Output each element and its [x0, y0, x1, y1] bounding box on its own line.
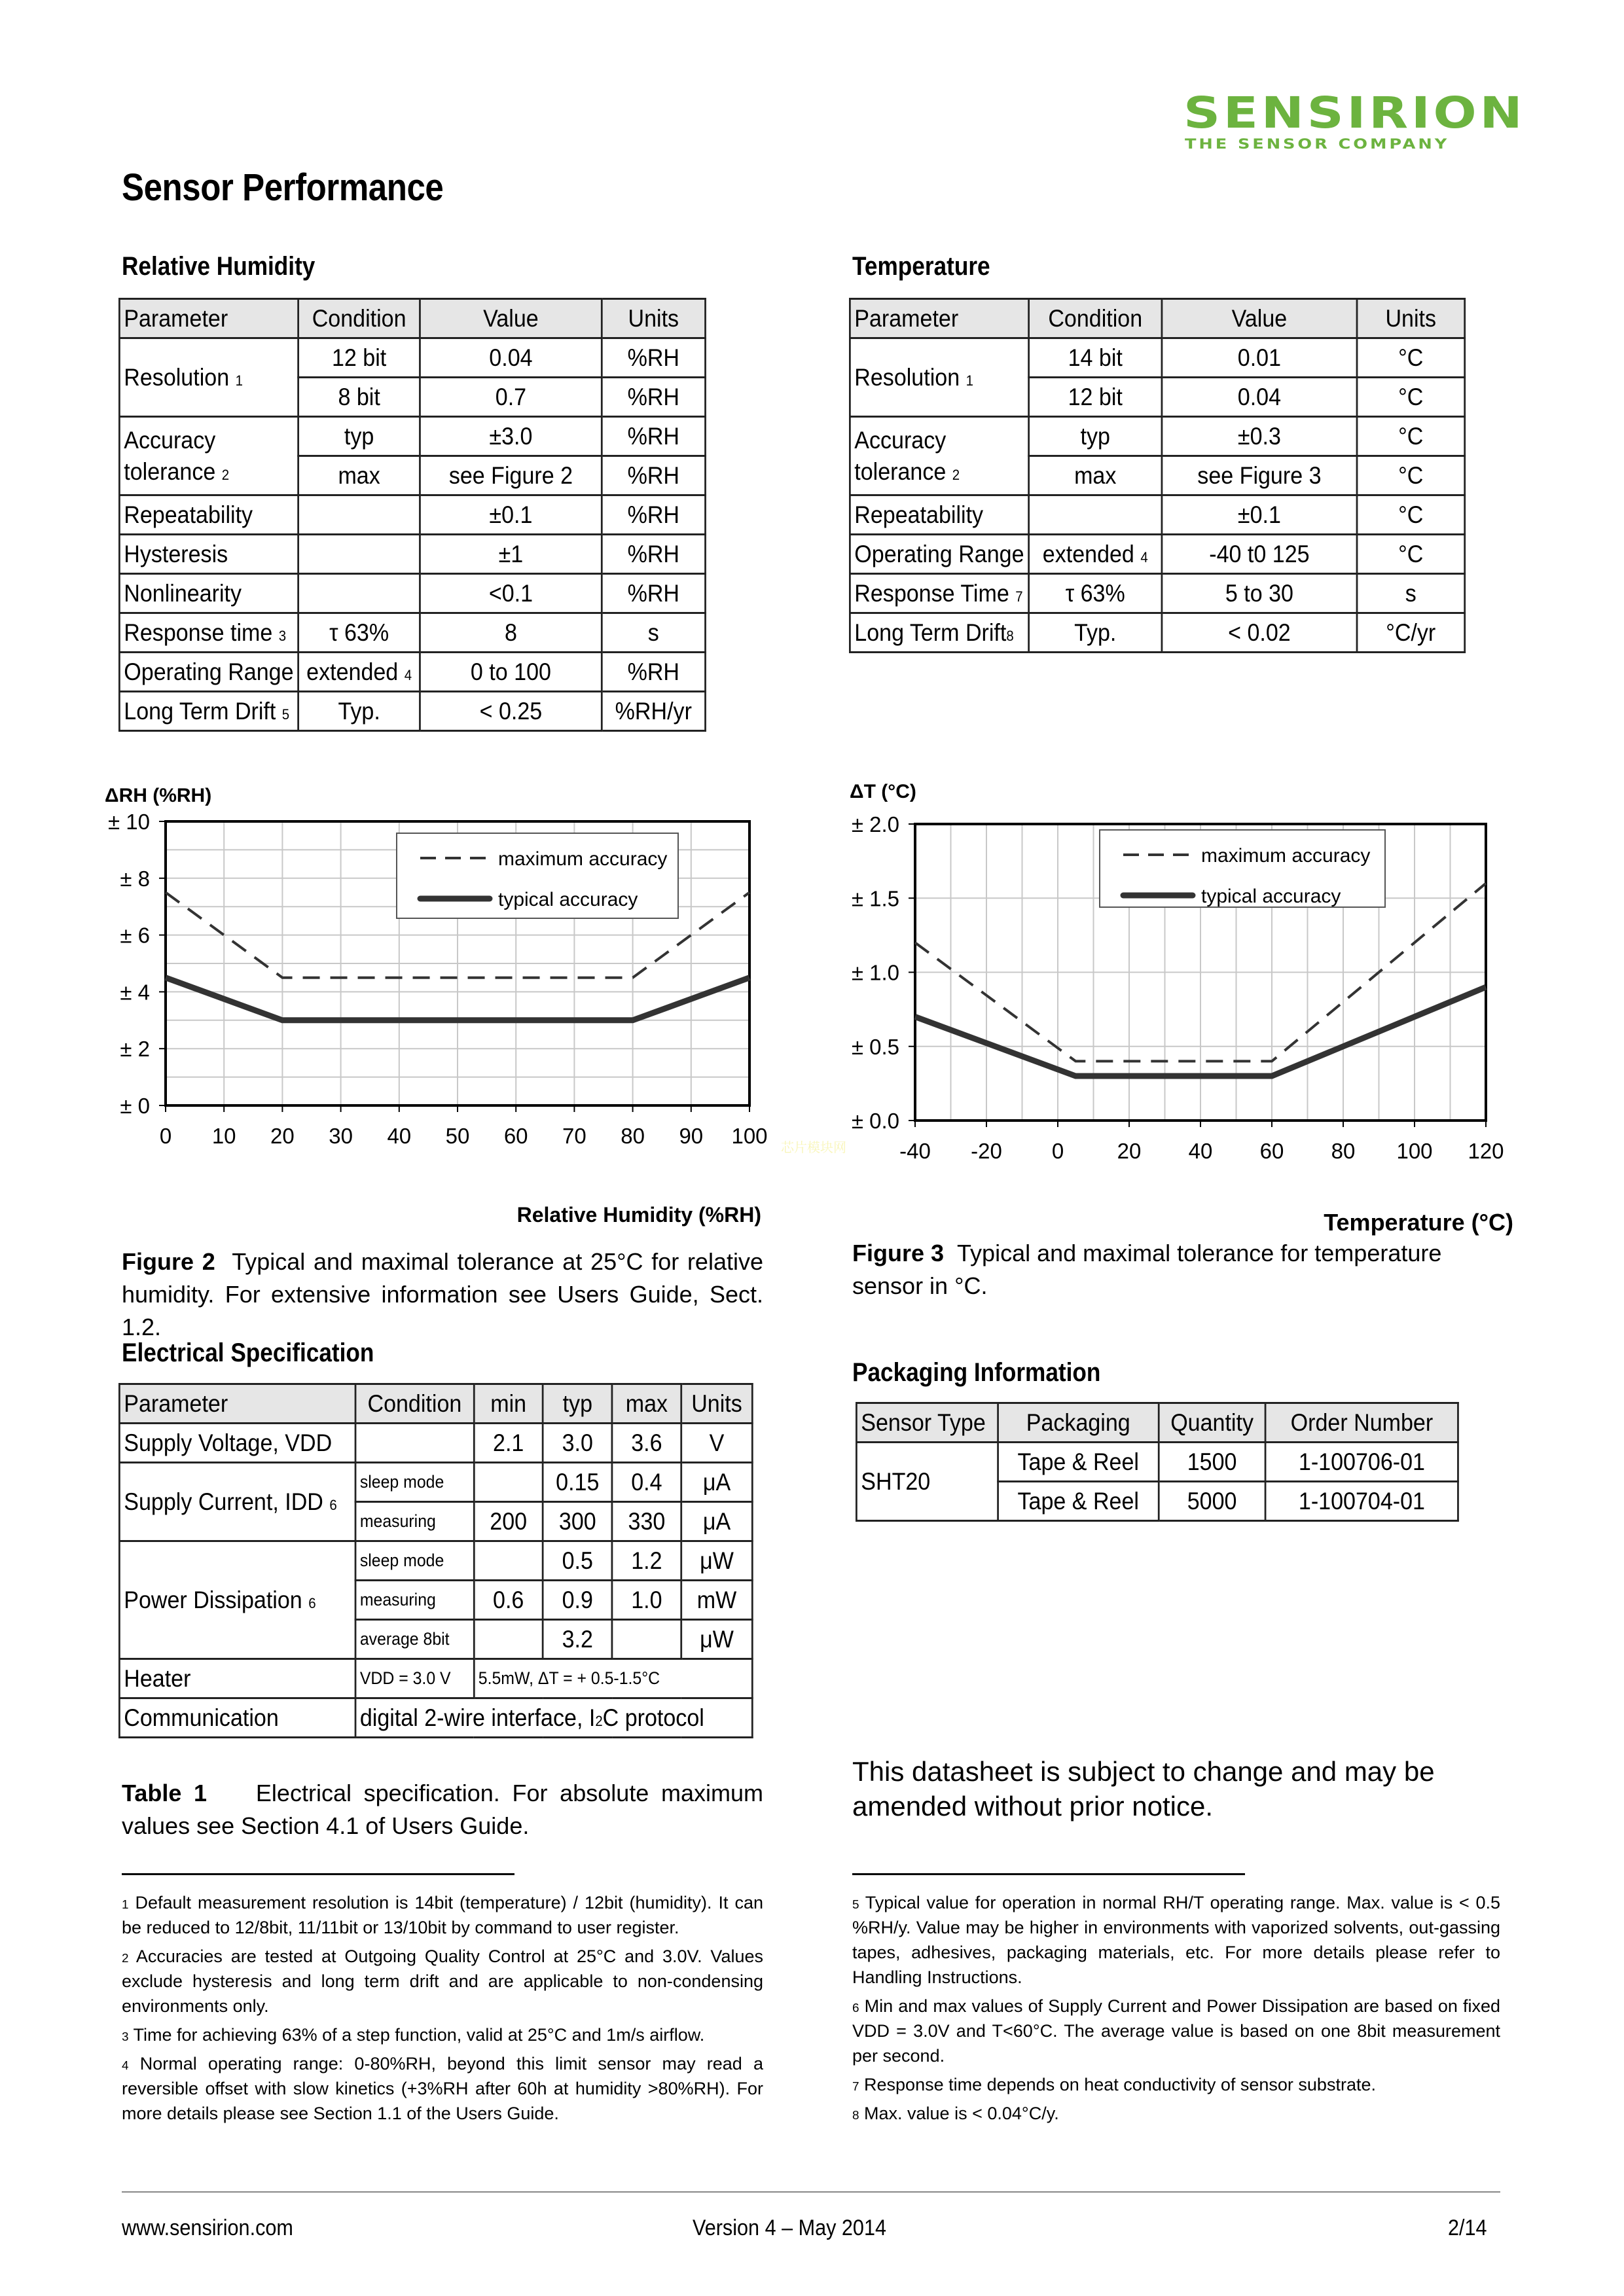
table1-caption: Table 1 Electrical specification. For absolute maximum values see Section 4.1 of Users Guide. — [122, 1780, 763, 1839]
value-cell: ±0.3 — [1162, 417, 1357, 456]
table-row — [850, 535, 1464, 574]
unit-cell: %RH — [602, 535, 705, 574]
header-cell: Parameter — [119, 299, 298, 338]
value-cell: < 0.02 — [1162, 613, 1357, 653]
x-tick-label: 60 — [1259, 1139, 1284, 1163]
footnote-ref: 3 — [278, 628, 287, 644]
table-row — [119, 338, 705, 378]
value-cell: 0.7 — [420, 378, 602, 417]
x-tick-label: 0 — [1051, 1139, 1064, 1163]
value-cell: 5 to 30 — [1162, 574, 1357, 613]
param-cell: Repeatability — [850, 495, 1028, 535]
footnote-divider — [852, 1873, 1245, 1875]
footnote — [852, 1890, 1500, 1990]
unit-cell: %RH — [602, 495, 705, 535]
unit-cell: μW — [681, 1541, 753, 1581]
condition-cell: typ — [1028, 417, 1162, 456]
param-cell: Operating Range — [850, 535, 1028, 574]
value-cell: 0 to 100 — [420, 653, 602, 692]
value-cell: 0.04 — [1162, 378, 1357, 417]
value-cell: 0.04 — [420, 338, 602, 378]
footer-divider — [122, 2191, 1500, 2193]
min-cell: 2.1 — [474, 1424, 543, 1463]
param-cell: Operating Range — [119, 653, 298, 692]
header-cell: Value — [1162, 299, 1357, 338]
footnote — [122, 1944, 763, 2018]
x-tick-label: 10 — [211, 1124, 236, 1148]
min-cell — [474, 1463, 543, 1502]
footnote — [122, 2022, 763, 2047]
table-header-row — [856, 1403, 1458, 1443]
footnote-text: Max. value is < 0.04°C/y. — [859, 2104, 1059, 2123]
typ-cell: 300 — [543, 1502, 612, 1541]
max-cell — [612, 1620, 681, 1659]
sensirion-tagline: THE SENSOR COMPANY — [1185, 136, 1450, 152]
y-tick-label: ± 0.0 — [851, 1109, 899, 1133]
packaging-cell: Tape & Reel — [998, 1443, 1159, 1482]
figure3-caption: Figure 3 Typical and maximal tolerance for temperature sensor in °C. — [852, 1240, 1442, 1299]
x-tick-label: -20 — [971, 1139, 1002, 1163]
header-cell: Units — [1357, 299, 1465, 338]
unit-cell: °C — [1357, 338, 1465, 378]
table-row — [119, 613, 705, 653]
condition-cell: 12 bit — [298, 338, 420, 378]
y-tick-label: ± 1.0 — [851, 960, 899, 985]
condition-cell: τ 63% — [298, 613, 420, 653]
change-notice: This datasheet is subject to change and may be amended without prior notice. — [852, 1756, 1435, 1821]
table-row — [119, 1541, 752, 1581]
footnote — [122, 1890, 763, 1940]
y-tick-label: ± 1.5 — [851, 886, 899, 911]
footnote-ref: 4 — [404, 667, 412, 683]
table-row — [850, 574, 1464, 613]
header-cell: Value — [420, 299, 602, 338]
table-row — [119, 653, 705, 692]
value-cell: ±1 — [420, 535, 602, 574]
condition-cell: sleep mode — [355, 1541, 474, 1581]
x-tick-label: 70 — [562, 1124, 586, 1148]
y-axis-label: ΔT (°C) — [850, 781, 916, 802]
condition-cell — [1028, 495, 1162, 535]
footnote-text: Min and max values of Supply Current and Power Dissipation are based on fixed VDD = 3.0V and T<60°C. The average value is based on one 8bit measurement per second. — [852, 1996, 1500, 2066]
sensirion-logo: SENSIRION — [1183, 88, 1526, 138]
table-row — [119, 574, 705, 613]
x-tick-label: 90 — [679, 1124, 704, 1148]
footnote-number: 2 — [122, 1952, 129, 1965]
condition-cell — [298, 574, 420, 613]
max-cell: 330 — [612, 1502, 681, 1541]
header-cell: Units — [681, 1384, 753, 1424]
min-cell: 0.6 — [474, 1581, 543, 1620]
header-cell: Sensor Type — [856, 1403, 998, 1443]
value-cell: ±0.1 — [420, 495, 602, 535]
unit-cell: %RH — [602, 338, 705, 378]
x-axis-label: Relative Humidity (%RH) — [516, 1203, 761, 1227]
footnotes-left — [122, 1890, 763, 2130]
x-tick-label: 100 — [1396, 1139, 1433, 1163]
typ-cell: 0.5 — [543, 1541, 612, 1581]
typ-cell: 3.2 — [543, 1620, 612, 1659]
condition-cell: 14 bit — [1028, 338, 1162, 378]
value-cell: ±3.0 — [420, 417, 602, 456]
footnote — [122, 2051, 763, 2126]
watermark: 芯片模块网 — [781, 1141, 846, 1155]
x-tick-label: 20 — [1117, 1139, 1142, 1163]
min-cell — [474, 1620, 543, 1659]
table-row — [119, 495, 705, 535]
value-cell: 5.5mW, ΔT = + 0.5-1.5°C — [474, 1659, 752, 1698]
condition-cell: extended $^4$ — [298, 653, 420, 692]
header-cell: Parameter — [850, 299, 1028, 338]
param-cell: Hysteresis — [119, 535, 298, 574]
typ-cell: 0.15 — [543, 1463, 612, 1502]
y-tick-label: ± 2 — [120, 1037, 150, 1062]
unit-cell: mW — [681, 1581, 753, 1620]
header-cell: Parameter — [119, 1384, 355, 1424]
footnote — [852, 1994, 1500, 2068]
table-row — [119, 1463, 752, 1502]
table-row — [119, 1659, 752, 1698]
table-row — [850, 495, 1464, 535]
footnote — [852, 2101, 1500, 2126]
condition-cell: typ — [298, 417, 420, 456]
packaging-table — [856, 1402, 1459, 1522]
unit-cell: μW — [681, 1620, 753, 1659]
footnote-number: 4 — [122, 2059, 129, 2073]
footnote-ref: 7 — [1015, 588, 1023, 605]
footnote-ref: 1 — [235, 372, 243, 389]
footnote-text: Time for achieving 63% of a step function, valid at 25°C and 1m/s airflow. — [128, 2025, 705, 2045]
packaging-cell: Tape & Reel — [998, 1482, 1159, 1521]
condition-cell: measuring — [355, 1581, 474, 1620]
x-tick-label: 30 — [329, 1124, 353, 1148]
x-tick-label: 0 — [159, 1124, 172, 1148]
param-cell: Accuracy tolerance $^2$ — [850, 417, 1028, 495]
footnote-divider — [122, 1873, 514, 1875]
footnote-ref: 5 — [281, 706, 290, 723]
header-cell: typ — [543, 1384, 612, 1424]
condition-cell: extended $^4$ — [1028, 535, 1162, 574]
max-cell: 1.0 — [612, 1581, 681, 1620]
header-cell: Quantity — [1159, 1403, 1266, 1443]
header-cell: Condition — [1028, 299, 1162, 338]
footnote-number: 5 — [852, 1898, 859, 1912]
condition-cell: max — [1028, 456, 1162, 495]
footnote-ref: 4 — [1140, 549, 1148, 565]
footnotes-right — [852, 1890, 1500, 2130]
y-tick-label: ± 0 — [120, 1094, 150, 1118]
legend-label: typical accuracy — [1201, 886, 1341, 907]
value-cell: see Figure 2 — [420, 456, 602, 495]
unit-cell: %RH/yr — [602, 692, 705, 731]
value-cell: -40 t0 125 — [1162, 535, 1357, 574]
quantity-cell: 1500 — [1159, 1443, 1266, 1482]
rh-section-title: Relative Humidity — [122, 252, 316, 281]
header-cell: Units — [602, 299, 705, 338]
header-cell: Order Number — [1265, 1403, 1458, 1443]
footer-page-number: 2/14 — [1448, 2215, 1487, 2240]
y-tick-label: ± 0.5 — [851, 1034, 899, 1059]
rh-spec-table — [118, 298, 706, 732]
param-cell: Supply Current, IDD $^6$ — [119, 1463, 355, 1541]
header-cell: max — [612, 1384, 681, 1424]
param-cell: Nonlinearity — [119, 574, 298, 613]
header-cell: Condition — [298, 299, 420, 338]
table-row — [119, 1698, 752, 1738]
unit-cell: s — [1357, 574, 1465, 613]
table-row — [850, 417, 1464, 456]
header-cell: Packaging — [998, 1403, 1159, 1443]
condition-cell: Typ. — [298, 692, 420, 731]
x-tick-label: 20 — [270, 1124, 295, 1148]
x-tick-label: 100 — [731, 1124, 768, 1148]
value-cell: 8 — [420, 613, 602, 653]
unit-cell: s — [602, 613, 705, 653]
param-cell: Response Time $^7$ — [850, 574, 1028, 613]
table-header-row — [119, 299, 705, 338]
param-cell: Accuracy tolerance $^2$ — [119, 417, 298, 495]
y-tick-label: ± 10 — [108, 810, 150, 834]
max-cell: 3.6 — [612, 1424, 681, 1463]
footnote-ref: 2 — [952, 466, 960, 483]
param-cell: Response time $^3$ — [119, 613, 298, 653]
min-cell — [474, 1541, 543, 1581]
unit-cell: μA — [681, 1502, 753, 1541]
table-header-row — [850, 299, 1464, 338]
table-label: Table 1 — [122, 1780, 208, 1806]
x-tick-label: 50 — [445, 1124, 470, 1148]
table-row — [119, 692, 705, 731]
y-tick-label: ± 6 — [120, 923, 150, 948]
legend-label: maximum accuracy — [498, 848, 668, 870]
table-row — [119, 1424, 752, 1463]
condition-cell — [298, 535, 420, 574]
footnote-ref: 6 — [308, 1595, 316, 1611]
typ-cell: 0.9 — [543, 1581, 612, 1620]
footnote-ref: 8 — [1006, 628, 1014, 644]
table-row — [850, 613, 1464, 653]
value-cell: < 0.25 — [420, 692, 602, 731]
footnote-number: 7 — [852, 2080, 859, 2094]
page-title: Sensor Performance — [122, 166, 444, 209]
footnote-number: 6 — [852, 2001, 859, 2015]
x-tick-label: 40 — [387, 1124, 412, 1148]
temp-spec-table — [849, 298, 1466, 653]
condition-cell: Typ. — [1028, 613, 1162, 653]
footnote-number: 3 — [122, 2030, 129, 2044]
param-cell: Resolution $^1$ — [119, 338, 298, 417]
footnote-text: Typical value for operation in normal RH/T operating range. Max. value is < 0.5 %RH/y. Value may be higher in environments with vaporized solvents, out-gassing tapes, adhesives, packaging materials, etc. For more details please refer to Handling Instructions. — [852, 1893, 1500, 1987]
temperature-tolerance-chart — [812, 766, 1624, 1237]
condition-cell: average 8bit — [355, 1620, 474, 1659]
legend-label: maximum accuracy — [1201, 845, 1371, 867]
value-cell: 0.01 — [1162, 338, 1357, 378]
param-cell: Power Dissipation $^6$ — [119, 1541, 355, 1659]
figure-label: Figure 2 — [122, 1248, 215, 1275]
unit-cell: °C — [1357, 495, 1465, 535]
footnote — [852, 2072, 1500, 2097]
condition-cell: measuring — [355, 1502, 474, 1541]
figure-label: Figure 3 — [852, 1240, 945, 1266]
footnote-text: Normal operating range: 0-80%RH, beyond this limit sensor may read a reversible offset with slow kinetics (+3%RH after 60h at humidity >80%RH). For more details please see Section 1.1 of the Users Guide. — [122, 2054, 763, 2123]
table-header-row — [119, 1384, 752, 1424]
unit-cell: %RH — [602, 417, 705, 456]
unit-cell: °C — [1357, 417, 1465, 456]
condition-cell — [355, 1424, 474, 1463]
x-axis-label: Temperature (°C) — [1324, 1209, 1513, 1236]
footer-version: Version 4 – May 2014 — [693, 2215, 887, 2240]
packaging-section-title: Packaging Information — [852, 1358, 1101, 1387]
param-cell: Repeatability — [119, 495, 298, 535]
min-cell: 200 — [474, 1502, 543, 1541]
x-tick-label: 80 — [1331, 1139, 1356, 1163]
typ-cell: 3.0 — [543, 1424, 612, 1463]
max-cell: 0.4 — [612, 1463, 681, 1502]
unit-cell: %RH — [602, 456, 705, 495]
unit-cell: °C — [1357, 456, 1465, 495]
param-cell: Long Term Drift$^8$ — [850, 613, 1028, 653]
condition-cell — [298, 495, 420, 535]
sensor-type-cell: SHT20 — [856, 1443, 998, 1521]
unit-cell: %RH — [602, 574, 705, 613]
rh-tolerance-chart — [0, 766, 812, 1237]
table-row — [119, 535, 705, 574]
footnote-ref: 2 — [221, 466, 230, 483]
legend-label: typical accuracy — [498, 889, 638, 910]
footnote-text: Default measurement resolution is 14bit (temperature) / 12bit (humidity). It can be reduced to 12/8bit, 11/11bit or 13/10bit by command to user register. — [122, 1893, 763, 1937]
temp-section-title: Temperature — [852, 252, 990, 281]
value-cell: ±0.1 — [1162, 495, 1357, 535]
header-cell: min — [474, 1384, 543, 1424]
max-cell: 1.2 — [612, 1541, 681, 1581]
electrical-spec-table — [118, 1383, 753, 1738]
param-cell: Communication — [119, 1698, 355, 1738]
order-number-cell: 1-100704-01 — [1265, 1482, 1458, 1521]
footnote-ref: 1 — [965, 372, 973, 389]
condition-cell: VDD = 3.0 V — [355, 1659, 474, 1698]
param-cell: Long Term Drift $^5$ — [119, 692, 298, 731]
condition-cell: max — [298, 456, 420, 495]
value-cell: digital 2-wire interface, $I^2C$ protocol — [355, 1698, 752, 1738]
unit-cell: %RH — [602, 653, 705, 692]
footnote-text: Response time depends on heat conductivity of sensor substrate. — [859, 2075, 1376, 2094]
condition-cell: 12 bit — [1028, 378, 1162, 417]
condition-cell: sleep mode — [355, 1463, 474, 1502]
unit-cell: °C — [1357, 378, 1465, 417]
x-tick-label: 60 — [503, 1124, 528, 1148]
footer-website[interactable]: www.sensirion.com — [122, 2215, 293, 2240]
condition-cell: 8 bit — [298, 378, 420, 417]
y-axis-label: ΔRH (%RH) — [105, 785, 212, 806]
x-tick-label: 40 — [1188, 1139, 1213, 1163]
param-cell: Heater — [119, 1659, 355, 1698]
unit-cell: V — [681, 1424, 753, 1463]
unit-cell: %RH — [602, 378, 705, 417]
unit-cell: μA — [681, 1463, 753, 1502]
x-tick-label: 80 — [621, 1124, 645, 1148]
param-cell: Resolution $^1$ — [850, 338, 1028, 417]
y-tick-label: ± 4 — [120, 980, 150, 1005]
x-tick-label: -40 — [899, 1139, 931, 1163]
y-tick-label: ± 8 — [120, 866, 150, 891]
header-cell: Condition — [355, 1384, 474, 1424]
value-cell: <0.1 — [420, 574, 602, 613]
electrical-section-title: Electrical Specification — [122, 1338, 374, 1367]
value-cell: see Figure 3 — [1162, 456, 1357, 495]
table-row — [119, 417, 705, 456]
footnote-ref: 6 — [329, 1497, 337, 1513]
figure2-caption: Figure 2 Typical and maximal tolerance at 25°C for relative humidity. For extensive information see Users Guide, Sect. 1.2. — [122, 1248, 763, 1340]
footnote-text: Accuracies are tested at Outgoing Quality Control at 25°C and 3.0V. Values exclude hysteresis and long term drift and are applicable to non-condensing environments only. — [122, 1946, 763, 2016]
x-tick-label: 120 — [1468, 1139, 1504, 1163]
table-row — [850, 338, 1464, 378]
param-cell: Supply Voltage, VDD — [119, 1424, 355, 1463]
footnote-number: 1 — [122, 1898, 129, 1912]
order-number-cell: 1-100706-01 — [1265, 1443, 1458, 1482]
unit-cell: °C/yr — [1357, 613, 1465, 653]
footnote-number: 8 — [852, 2109, 859, 2123]
unit-cell: °C — [1357, 535, 1465, 574]
condition-cell: τ 63% — [1028, 574, 1162, 613]
quantity-cell: 5000 — [1159, 1482, 1266, 1521]
y-tick-label: ± 2.0 — [851, 812, 899, 836]
table-row — [856, 1443, 1458, 1482]
